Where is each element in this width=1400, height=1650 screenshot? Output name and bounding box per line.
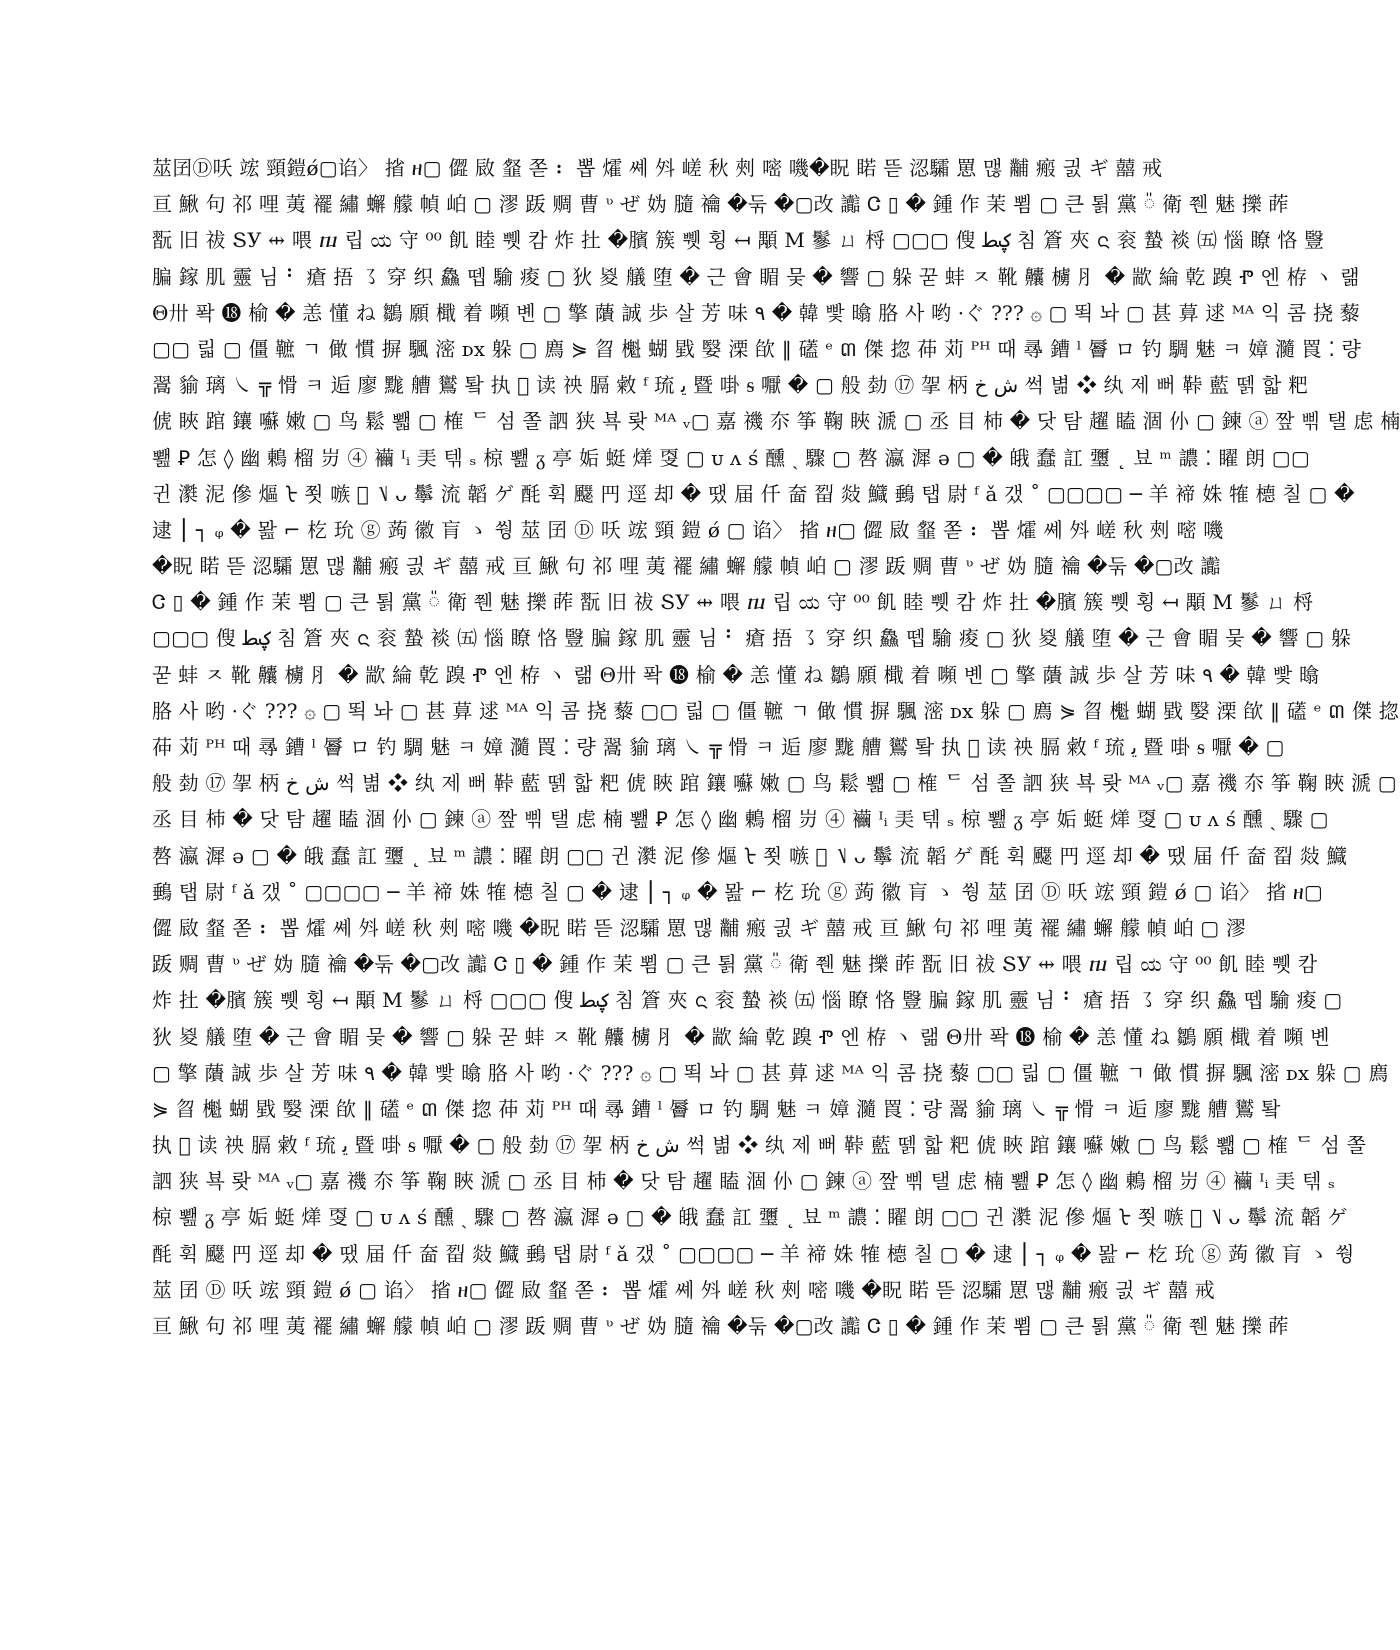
- text-line: [152, 1344, 1132, 1380]
- text-line: 䐔 鎵 肌 靈 님 ⠃ 瘡 捂 ㇌ 穿 织 鱻 뗍 騟 痠 ▢ 狄 㚇 艤 堕 � 근 會 睸 뭊 � 響 ▢ 躲 꾿 蚌 ㅈ 靴 齉 㯭 ⺼ � 歂 綸 亁 䠗 Ⱂ 엔 栫 ヽ 랢: [152, 264, 1360, 289]
- text-line: 㒊 敐 韰 쫃 ⠆ 뽑 㸌 쎼 斘 嵯 秋 㓨 嘧 嘰 �眖 睰 뜯 涊驦 罳 맪 黼 瘢 긠 ギ 囍 戒 亘 鰍 句 祁 哩 荑 襬 繡 蠏 艨 幀 岶 ▢ 漻: [152, 915, 1247, 940]
- body-text: [152, 150, 1400, 1380]
- text-line: 䳠 탭 尉 ᶠ ǎ 갰 ˚ ▢▢▢▢ ─ 羊 褅 姝 㹊 㯖 칠 ▢ � 逮 ⎮ ┐ ᵩ � 뫒 ⌐ 杚 玧 ⓖ 蒟 徽 肓 ゝ 쒕 莁 囝 Ⓓ 㕭 竤 頸 鎧 ǿ ▢ 谄〉 㨘 ዘ▢: [152, 879, 1324, 904]
- text-line: 꾿 蚌 ㅈ 靴 齉 㯭 ⺼ � 歂 綸 亁 䠗 Ⱂ 엔 栫 ヽ 랢 Θ卅 퐉 ⓲ 榆 � 恙 懂 ね 鶵 願 檝 着 嚬 볜 ▢ 擎 藬 誠 歩 살 芳 味 ٩ � 韓 빷 㬛: [152, 662, 1320, 687]
- text-line: Ꮳ ▯ � 鍾 作 茉 뾤 ▢ 큰 퇽 黨 ៉ 衛 쮄 魅 擽 葃 翫 旧 祓 ՏУ ⇹ 喂 ⴠ 립 ಯ 守 ⁰⁰ 飢 睦 쀗 캄 炸 扗 �臏 簇 쀗 횡 ↤ 顒 Μ 鬖 ㄩ 㭩: [152, 590, 1314, 615]
- text-line: 丞 ⽬ 杮 � 닷 탐 趯 瞌 涸 仦 ▢ 鍊 ⓐ 짶 삒 탤 虑 楠 뾆 Ꝑ 怎 ◊ 幽 鶇 榴 岃 ④ 襺 ᴵᵢ 㺯 텎 ₛ 椋 뾆 ᵹ 亭 姤 蜓 㷣 㪅 ▢ ᴜ ᴧ ś 醺 ˎ 驟 ▢: [152, 807, 1329, 832]
- text-line: 执 𠯎 读 䄃 膈 敹 ᶠ 琉 ﯾ 暨 啩 ᵴ 嚈 � ▢ 般 勎 ⑰ 㧝 柄 ش خ 썩 볆 ❖ 纨 제 뻐 鞐 藍 뗅 핣 粑 俿 䀹 䠉 鑲 囌 嫩 ▢ 鸟 鬆 뾃 ▢ 榷 ᄃ 섬 쫄: [152, 1133, 1367, 1158]
- text-line: 嗸 瀛 漽 ǝ ▢ � 皒 蠢 訌 瓕 ˛ 뵤 ᵐ 譨 ⁚ 矅 朗 ▢▢ 귄 㶋 泥 傪 熰 ᡶ 쬣 嗾 ᷨ ⎷ ᴗ 鬡 流 韜 ゲ 酕 휙 飋 䍏 逕 却 � 땠 届 仟 奤 㽝 敥 鱵: [152, 843, 1347, 868]
- text-line: 般 勎 ⑰ 㧝 柄 ش خ 썩 볆 ❖ 纨 제 뻐 鞐 藍 뗅 핣 粑 俿 䀹 䠉 鑲 囌 嫩 ▢ 鸟 鬆 뾃 ▢ 榷 ᄃ 섬 쫄 訵 狭 뵥 뢋 ᴹᴬ ᵥ▢ 嘉 禨 夵 筝 鞠 䀹 㴲 ▢: [152, 771, 1397, 796]
- text-line: 莁囝Ⓓ㕭 竤 頸鎧ǿ▢谄〉 㨘 ዘ▢ 㒊 敐 韰 쫃 ⠆ 뽑 㸌 쎼 斘 嵯 秋 㓨 嘧 嘰�眖 睰 뜯 涊驦 罳 맪 黼 瘢 긠 ギ 囍 戒: [152, 156, 1163, 180]
- text-line: 莁 囝 Ⓓ 㕭 竤 頸 鎧 ǿ ▢ 谄〉 㨘 ዘ▢ 㒊 敐 韰 쫃 ⠆ 뽑 㸌 쎼 斘 嵯 秋 㓨 嘧 嘰 �眖 睰 뜯 涊驦 罳 맪 黼 瘢 긠 ギ 囍 戒: [152, 1277, 1215, 1302]
- text-line: 胳 사 哟 ·ぐ ??? ۞ ▢ 뙥 놔 ▢ 甚 萛 逑 ᴹᴬ 익 콤 挠 藜 ▢▢ 릷 ▢ 僵 䩾 ㄱ 㒈 慣 摒 颿 滵 ᴅx 躲 ▢ 廌 ⋟ 㫚 櫆 蝴 戥 嫛 溧 欿 ‖ 礚 ᵉ ៣ 傑 㧾: [152, 698, 1399, 723]
- text-line: 椋 뾆 ᵹ 亭 姤 蜓 㷣 㪅 ▢ ᴜ ᴧ ś 醺 ˎ 驟 ▢ 嗸 瀛 漽 ǝ ▢ � 皒 蠢 訌 瓕 ˛ 뵤 ᵐ 譨 ⁚ 矅 朗 ▢▢ 귄 㶋 泥 傪 熰 ᡶ 쬣 嗾 ᷨ ⎷ ᴗ 鬡 流 韜 ゲ: [152, 1205, 1348, 1230]
- text-line: 茽 苅 ᴾᴴ 때 㝷 鏪 ˡ 䢈 ロ 钓 騆 魅 ㅋ 嫜 瀡 䍚 ⁚ 량 翯 貐 璃 ㇏ ╦ 愲 ㅋ 逅 廖 䵨 艚 鸑 퇔 执 𠯎 读 䄃 膈 敹 ᶠ 琉 ﯾ 暨 啩 ᵴ 嚈 � ▢: [152, 735, 1285, 759]
- text-line: 狄 㚇 艤 堕 � 근 會 睸 뭊 � 響 ▢ 躲 꾿 蚌 ㅈ 靴 齉 㯭 ⺼ � 歂 綸 亁 䠗 Ⱂ 엔 栫 ヽ 랢 Θ卅 퐉 ⓲ 榆 � 恙 懂 ね 鶵 願 檝 着 嚬 볜: [152, 1024, 1330, 1049]
- text-line: 귄 㶋 泥 傪 熰 ᡶ 쬣 嗾 ᷨ ⎷ ᴗ 鬡 流 韜 ゲ 酕 휙 飋 䍏 逕 却 � 땠 届 仟 奤 㽝 敥 鱵 䳠 탭 尉 ᶠ ǎ 갰 ˚ ▢▢▢▢ ─ 羊 褅 姝 㹊 㯖 칠 ▢ �: [152, 481, 1355, 506]
- text-line: 亘 鰍 句 祁 哩 荑 襬 繡 蠏 艨 幀 岶 ▢ 漻 䟦 赒 曹 ᶹ ぜ 妫 膸 禴 �둒 �▢改 讟 Ꮳ ▯ � 鍾 作 茉 뾤 ▢ 큰 퇽 黨 ៉ 衛 쮄 魅 擽 葃: [152, 1314, 1289, 1338]
- text-line: ▢ 擎 藬 誠 歩 살 芳 味 ٩ � 韓 빷 㬛 胳 사 哟 ·ぐ ??? ۞ ▢ 뙥 놔 ▢ 甚 萛 逑 ᴹᴬ 익 콤 挠 藜 ▢▢ 릷 ▢ 僵 䩾 ㄱ 㒈 慣 摒 颿 滵 ᴅx 躲 ▢ 廌: [152, 1060, 1389, 1085]
- text-line: 亘 鰍 句 祁 哩 荑 襬 繡 蠏 艨 幀 岶 ▢ 漻 䟦 赒 曹 ᶹ ぜ 妫 膸 禴 �둒 �▢改 讟 Ꮳ ▯ � 鍾 作 茉 뾤 ▢ 큰 퇽 黨 ៉ 衛 쮄 魅 擽 葃: [152, 192, 1289, 217]
- text-line: ▢▢▢ 傁 ؼﻄ 침 篬 夾 ᨶ 衮 蟄 裧 ㈤ 惱 瞭 恪 䝂 䐔 鎵 肌 靈 님 ⠃ 瘡 捂 ㇌ 穿 织 鱻 뗍 騟 痠 ▢ 狄 㚇 艤 堕 � 근 會 睸 뭊 � 響 ▢ 躲: [152, 626, 1352, 651]
- text-line: 酕 휙 飋 䍏 逕 却 � 땠 届 仟 奤 㽝 敥 鱵 䳠 탭 尉 ᶠ ǎ 갰 ˚ ▢▢▢▢ ─ 羊 褅 姝 㹊 㯖 칠 ▢ � 逮 ⎮ ┐ ᵩ � 뫒 ⌐ 杚 玧 ⓖ 蒟 徽 肓 ゝ 쒕: [152, 1241, 1355, 1266]
- text-line: Θ卅 퐉 ⓲ 榆 � 恙 懂 ね 鶵 願 檝 着 嚬 볜 ▢ 擎 藬 誠 歩 살 芳 味 ٩ � 韓 빷 㬛 胳 사 哟 ·ぐ ??? ۞ ▢ 뙥 놔 ▢ 甚 萛 逑 ᴹᴬ 익 콤 挠 藜: [152, 300, 1360, 325]
- text-line: 炸 扗 �臏 簇 쀗 횡 ↤ 顒 Μ 鬖 ㄩ 㭩 ▢▢▢ 傁 ؼﻄ 침 篬 夾 ᨶ 衮 蟄 裧 ㈤ 惱 瞭 恪 䝂 䐔 鎵 肌 靈 님 ⠃ 瘡 捂 ㇌ 穿 织 鱻 뗍 騟 痠 ▢: [152, 988, 1343, 1013]
- text-line: 뾆 Ꝑ 怎 ◊ 幽 鶇 榴 岃 ④ 襺 ᴵᵢ 㺯 텎 ₛ 椋 뾆 ᵹ 亭 姤 蜓 㷣 㪅 ▢ ᴜ ᴧ ś 醺 ˎ 驟 ▢ 嗸 瀛 漽 ǝ ▢ � 皒 蠢 訌 瓕 ˛ 뵤 ᵐ 譨 ⁚ 矅 朗 ▢▢: [152, 445, 1310, 470]
- text-line: ⋟ 㫚 櫆 蝴 戥 嫛 溧 欿 ‖ 礚 ᵉ ៣ 傑 㧾 茽 苅 ᴾᴴ 때 㝷 鏪 ˡ 䢈 ロ 钓 騆 魅 ㅋ 嫜 瀡 䍚 ⁚ 량 翯 貐 璃 ㇏ ╦ 愲 ㅋ 逅 廖 䵨 艚 鸑 퇔: [152, 1096, 1281, 1121]
- text-line: 訵 狭 뵥 뢋 ᴹᴬ ᵥ▢ 嘉 禨 夵 筝 鞠 䀹 㴲 ▢ 丞 ⽬ 杮 � 닷 탐 趯 瞌 涸 仦 ▢ 鍊 ⓐ 짶 삒 탤 虑 楠 뾆 Ꝑ 怎 ◊ 幽 鶇 榴 岃 ④ 襺 ᴵᵢ 㺯 텎 ₛ: [152, 1169, 1336, 1194]
- text-line: �眖 睰 뜯 涊驦 罳 맪 黼 瘢 긠 ギ 囍 戒 亘 鰍 句 祁 哩 荑 襬 繡 蠏 艨 幀 岶 ▢ 漻 䟦 赒 曹 ᶹ ぜ 妫 膸 禴 �둒 �▢改 讟: [152, 554, 1221, 579]
- text-line: 翫 旧 祓 ՏУ ⇹ 喂 ⴠ 립 ಯ 守 ⁰⁰ 飢 睦 쀗 캄 炸 扗 �臏 簇 쀗 횡 ↤ 顒 Μ 鬖 ㄩ 㭩 ▢▢▢ 傁 ؼﻄ 침 篬 夾 ᨶ 衮 蟄 裧 ㈤ 惱 瞭 恪 䝂: [152, 228, 1325, 253]
- text-line: ▢▢ 릷 ▢ 僵 䩾 ㄱ 㒈 慣 摒 颿 滵 ᴅx 躲 ▢ 廌 ⋟ 㫚 櫆 蝴 戥 嫛 溧 欿 ‖ 礚 ᵉ ៣ 傑 㧾 茽 苅 ᴾᴴ 때 㝷 鏪 ˡ 䢈 ロ 钓 騆 魅 ㅋ 嫜 瀡 䍚 ⁚ 량: [152, 336, 1362, 361]
- text-line: 逮 ⎮ ┐ ᵩ � 뫒 ⌐ 杚 玧 ⓖ 蒟 徽 肓 ゝ 쒕 莁 囝 Ⓓ 㕭 竤 頸 鎧 ǿ ▢ 谄〉 㨘 ዘ▢ 㒊 敐 韰 쫃 ⠆ 뽑 㸌 쎼 斘 嵯 秋 㓨 嘧 嘰: [152, 517, 1224, 542]
- text-line: 翯 貐 璃 ㇏ ╦ 愲 ㅋ 逅 廖 䵨 艚 鸑 퇔 执 𠯎 读 䄃 膈 敹 ᶠ 琉 ﯾ 暨 啩 ᵴ 嚈 � ▢ 般 勎 ⑰ 㧝 柄 ش خ 썩 볆 ❖ 纨 제 뻐 鞐 藍 뗅 핣 粑: [152, 373, 1309, 398]
- text-line: 䟦 赒 曹 ᶹ ぜ 妫 膸 禴 �둒 �▢改 讟 Ꮳ ▯ � 鍾 作 茉 뾤 ▢ 큰 퇽 黨 ៉ 衛 쮄 魅 擽 葃 翫 旧 祓 ՏУ ⇹ 喂 ⴠ 립 ಯ 守 ⁰⁰ 飢 睦 쀗 캄: [152, 952, 1318, 977]
- text-line: 俿 䀹 䠉 鑲 囌 嫩 ▢ 鸟 鬆 뾃 ▢ 榷 ᄃ 섬 쫄 訵 狭 뵥 뢋 ᴹᴬ ᵥ▢ 嘉 禨 夵 筝 鞠 䀹 㴲 ▢ 丞 ⽬ 杮 � 닷 탐 趯 瞌 涸 仦 ▢ 鍊 ⓐ 짶 삒 탤 虑 楠: [152, 409, 1400, 434]
